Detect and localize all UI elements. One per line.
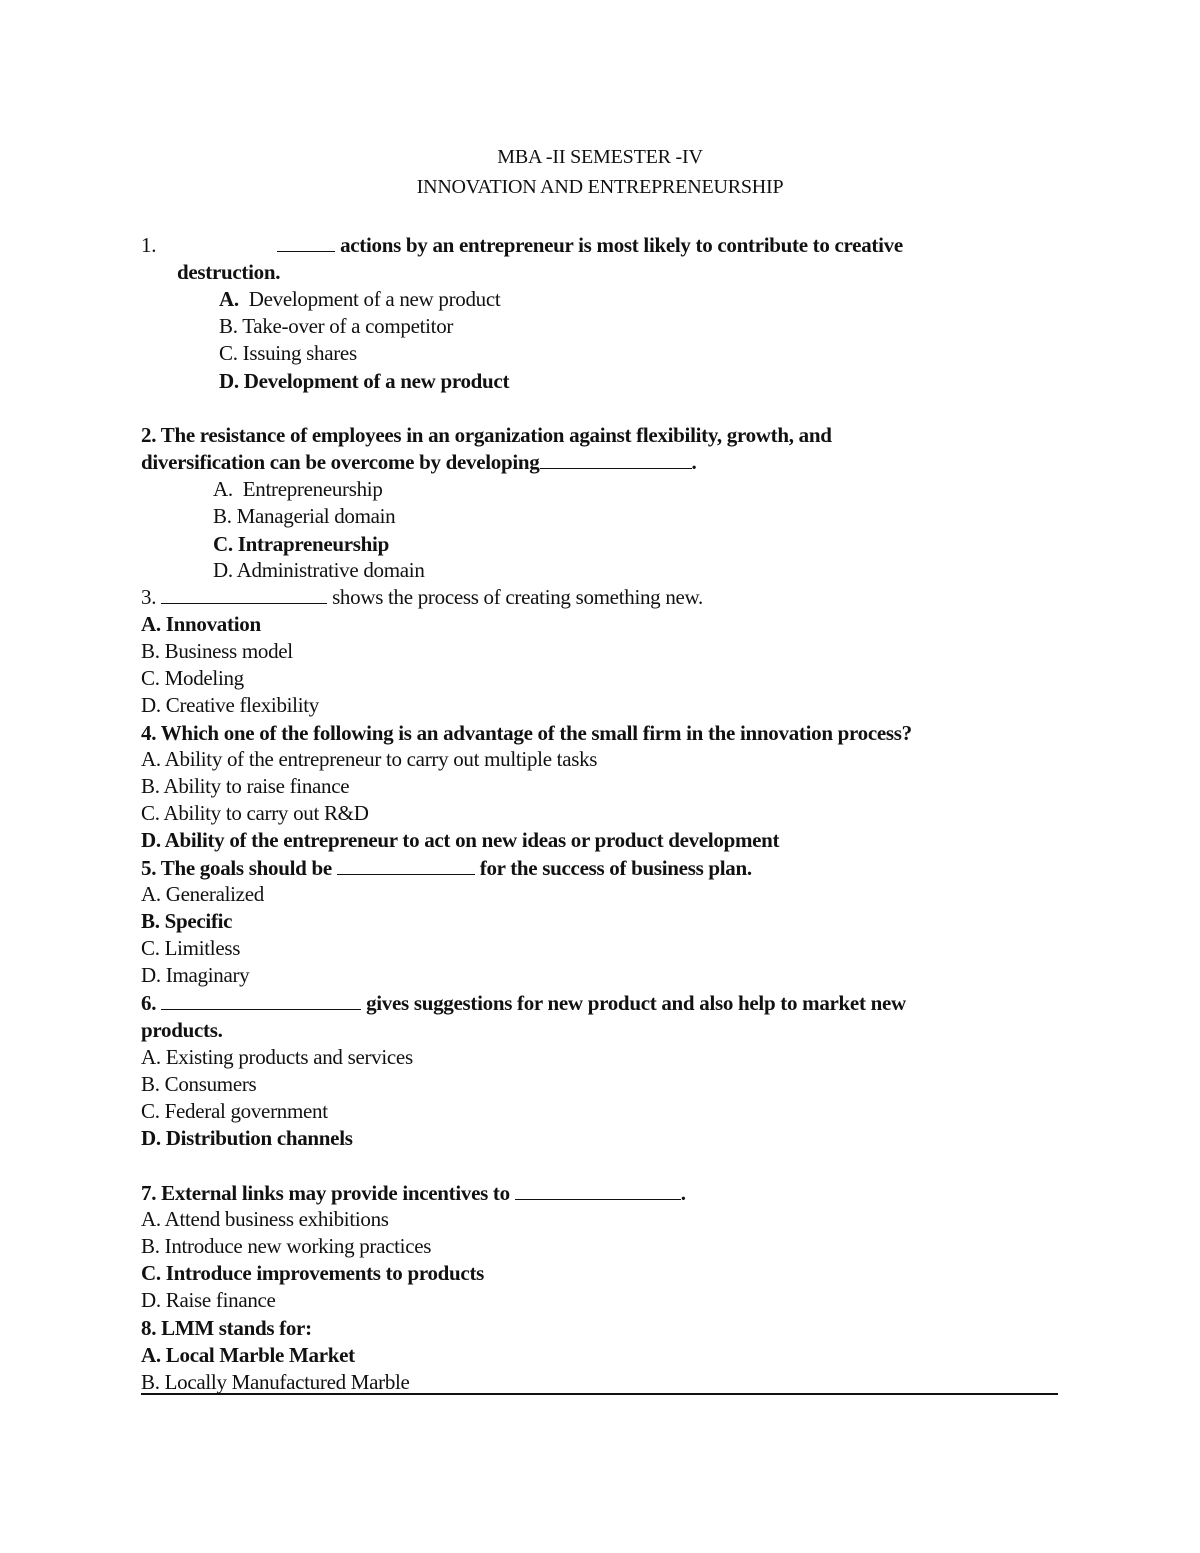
- question-text: LMM stands for:: [161, 1316, 312, 1340]
- option-b: B. Ability to raise finance: [141, 774, 350, 798]
- option-b: B. Take-over of a competitor: [219, 314, 454, 338]
- subject-title: INNOVATION AND ENTREPRENEURSHIP: [416, 176, 784, 198]
- option-b-answer: B. Specific: [141, 909, 233, 933]
- question-6: [141, 990, 906, 1017]
- question-number: 3.: [141, 585, 157, 609]
- option-b: B. Introduce new working practices: [141, 1234, 432, 1258]
- question-number: 7.: [141, 1181, 157, 1205]
- question-7: 7. External links may provide incentives to .: [141, 1181, 686, 1205]
- question-text: gives suggestions for new product and also help to market new: [366, 991, 906, 1015]
- option-b: B. Consumers: [141, 1072, 257, 1096]
- question-number: 5.: [141, 856, 157, 880]
- question-1: [141, 232, 903, 259]
- question-text: The goals should be: [160, 856, 332, 880]
- option-d-answer: D. Distribution channels: [141, 1126, 353, 1150]
- option-b: B. Locally Manufactured Marble: [141, 1370, 410, 1394]
- option-c: C. Issuing shares: [219, 341, 357, 365]
- option-d: D. Imaginary: [141, 963, 250, 987]
- answer-blank: [515, 1181, 681, 1200]
- question-4: [141, 720, 912, 747]
- option-d: D. Creative flexibility: [141, 693, 319, 717]
- answer-blank: [337, 856, 475, 875]
- question-text: The resistance of employees in an organization against flexibility, growth, and: [160, 423, 832, 447]
- question-1-continued: destruction.: [177, 260, 281, 284]
- course-title: MBA -II SEMESTER -IV: [497, 146, 703, 168]
- option-c: C. Federal government: [141, 1099, 328, 1123]
- question-text: shows the process of creating something new.: [332, 585, 703, 609]
- question-2-continued: diversification can be overcome by developing .: [141, 450, 697, 474]
- option-c: C. Limitless: [141, 936, 241, 960]
- question-6-continued: products.: [141, 1018, 223, 1042]
- question-number: 8.: [141, 1316, 157, 1340]
- option-d: D. Administrative domain: [213, 558, 425, 582]
- option-d-answer: D. Development of a new product: [219, 369, 510, 393]
- option-c-answer: C. Intrapreneurship: [213, 532, 389, 556]
- option-a: A. Attend business exhibitions: [141, 1207, 389, 1231]
- question-number: 6.: [141, 991, 157, 1015]
- option-c: C. Modeling: [141, 666, 244, 690]
- question-2: [141, 422, 832, 449]
- option-d: D. Raise finance: [141, 1288, 276, 1312]
- answer-blank: [161, 991, 361, 1010]
- page-bottom-rule: [141, 1393, 1058, 1395]
- option-b: B. Business model: [141, 639, 293, 663]
- option-a-answer: A. Local Marble Market: [141, 1343, 355, 1367]
- option-a: A. Development of a new product: [219, 287, 501, 311]
- option-b: B. Managerial domain: [213, 504, 396, 528]
- question-text: External links may provide incentives to: [161, 1181, 510, 1205]
- spacer: [156, 234, 272, 252]
- answer-blank: [277, 233, 335, 252]
- option-c: C. Ability to carry out R&D: [141, 801, 369, 825]
- question-5: 5. The goals should be for the success of business plan.: [141, 856, 752, 880]
- question-8: [141, 1315, 312, 1342]
- option-a: A. Generalized: [141, 882, 264, 906]
- answer-blank: [161, 585, 327, 604]
- answer-blank: [540, 450, 692, 469]
- option-a: A. Ability of the entrepreneur to carry out multiple tasks: [141, 747, 598, 771]
- option-a: A. Entrepreneurship: [213, 477, 383, 501]
- option-a-answer: A. Innovation: [141, 612, 261, 636]
- question-text: Which one of the following is an advantage of the small firm in the innovation process?: [160, 721, 912, 745]
- option-d-answer: D. Ability of the entrepreneur to act on new ideas or product development: [141, 828, 780, 852]
- question-number: 2.: [141, 423, 157, 447]
- question-text: actions by an entrepreneur is most likely to contribute to creative: [340, 233, 903, 257]
- option-c-answer: C. Introduce improvements to products: [141, 1261, 485, 1285]
- question-number: 4.: [141, 721, 157, 745]
- question-3: [141, 584, 703, 611]
- question-number: 1.: [141, 233, 157, 257]
- option-a: A. Existing products and services: [141, 1045, 413, 1069]
